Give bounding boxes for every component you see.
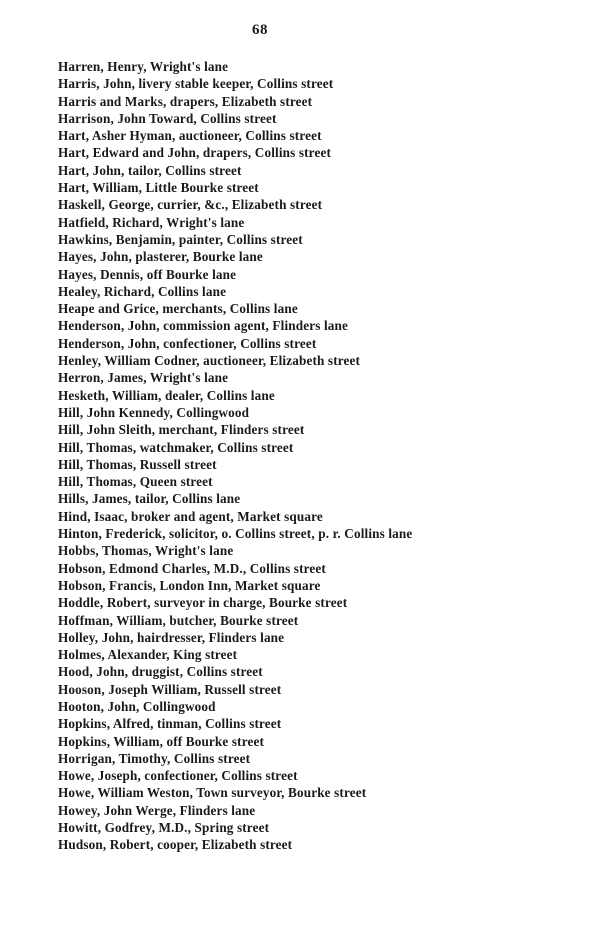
directory-entry: Haskell, George, currier, &c., Elizabeth street	[58, 197, 323, 213]
directory-entry: Hart, Asher Hyman, auctioneer, Collins street	[58, 128, 322, 144]
directory-entry: Hawkins, Benjamin, painter, Collins street	[58, 231, 303, 247]
directory-entry: Hart, Edward and John, drapers, Collins street	[58, 145, 331, 161]
directory-entry: Hobson, Edmond Charles, M.D., Collins street	[58, 560, 326, 576]
directory-entry: Hayes, Dennis, off Bourke lane	[58, 266, 237, 282]
directory-entry: Howitt, Godfrey, M.D., Spring street	[58, 820, 270, 836]
directory-entry: Healey, Richard, Collins lane	[58, 283, 227, 299]
page-number: 68	[252, 22, 268, 38]
directory-entry: Hudson, Robert, cooper, Elizabeth street	[58, 837, 293, 853]
directory-entry: Herron, James, Wright's lane	[58, 370, 229, 386]
directory-entry: Howey, John Werge, Flinders lane	[58, 802, 256, 818]
directory-entry: Hill, John Sleith, merchant, Flinders street	[58, 422, 305, 438]
directory-entries	[58, 58, 578, 854]
directory-entry: Hoddle, Robert, surveyor in charge, Bourke street	[58, 595, 348, 611]
directory-entry: Hill, Thomas, Russell street	[58, 456, 217, 472]
directory-entry: Horrigan, Timothy, Collins street	[58, 750, 251, 766]
directory-entry: Hopkins, William, off Bourke street	[58, 733, 265, 749]
directory-entry: Henderson, John, commission agent, Flinders lane	[58, 318, 349, 334]
directory-entry: Hill, Thomas, watchmaker, Collins street	[58, 439, 294, 455]
directory-entry: Hatfield, Richard, Wright's lane	[58, 214, 245, 230]
directory-entry: Hooton, John, Collingwood	[58, 698, 216, 714]
directory-entry: Hopkins, Alfred, tinman, Collins street	[58, 716, 282, 732]
directory-entry: Henley, William Codner, auctioneer, Elizabeth street	[58, 353, 361, 369]
directory-entry: Hills, James, tailor, Collins lane	[58, 491, 241, 507]
directory-entry: Hayes, John, plasterer, Bourke lane	[58, 249, 263, 265]
directory-entry: Henderson, John, confectioner, Collins street	[58, 335, 317, 351]
directory-entry: Howe, Joseph, confectioner, Collins street	[58, 768, 298, 784]
directory-entry: Hobbs, Thomas, Wright's lane	[58, 543, 234, 559]
directory-entry: Harren, Henry, Wright's lane	[58, 59, 229, 74]
directory-entry: Hill, Thomas, Queen street	[58, 474, 213, 490]
directory-entry: Howe, William Weston, Town surveyor, Bourke street	[58, 785, 367, 801]
directory-entry: Hooson, Joseph William, Russell street	[58, 681, 282, 697]
directory-entry: Hobson, Francis, London Inn, Market square	[58, 577, 321, 593]
directory-entry: Hill, John Kennedy, Collingwood	[58, 404, 250, 420]
directory-entry: Hood, John, druggist, Collins street	[58, 664, 263, 680]
directory-entry: Heape and Grice, merchants, Collins lane	[58, 301, 298, 317]
directory-entry: Harrison, John Toward, Collins street	[58, 110, 277, 126]
directory-entry: Harris, John, livery stable keeper, Collins street	[58, 76, 334, 92]
directory-entry: Holmes, Alexander, King street	[58, 647, 238, 663]
directory-entry: Hinton, Frederick, solicitor, o. Collins street, p. r. Collins lane	[58, 526, 413, 542]
directory-entry: Hart, John, tailor, Collins street	[58, 162, 242, 178]
directory-entry: Hart, William, Little Bourke street	[58, 180, 259, 196]
directory-entry: Hoffman, William, butcher, Bourke street	[58, 612, 299, 628]
directory-entry: Holley, John, hairdresser, Flinders lane	[58, 629, 285, 645]
directory-entry: Harris and Marks, drapers, Elizabeth street	[58, 93, 313, 109]
directory-entry: Hind, Isaac, broker and agent, Market square	[58, 508, 323, 524]
directory-entry: Hesketh, William, dealer, Collins lane	[58, 387, 275, 403]
